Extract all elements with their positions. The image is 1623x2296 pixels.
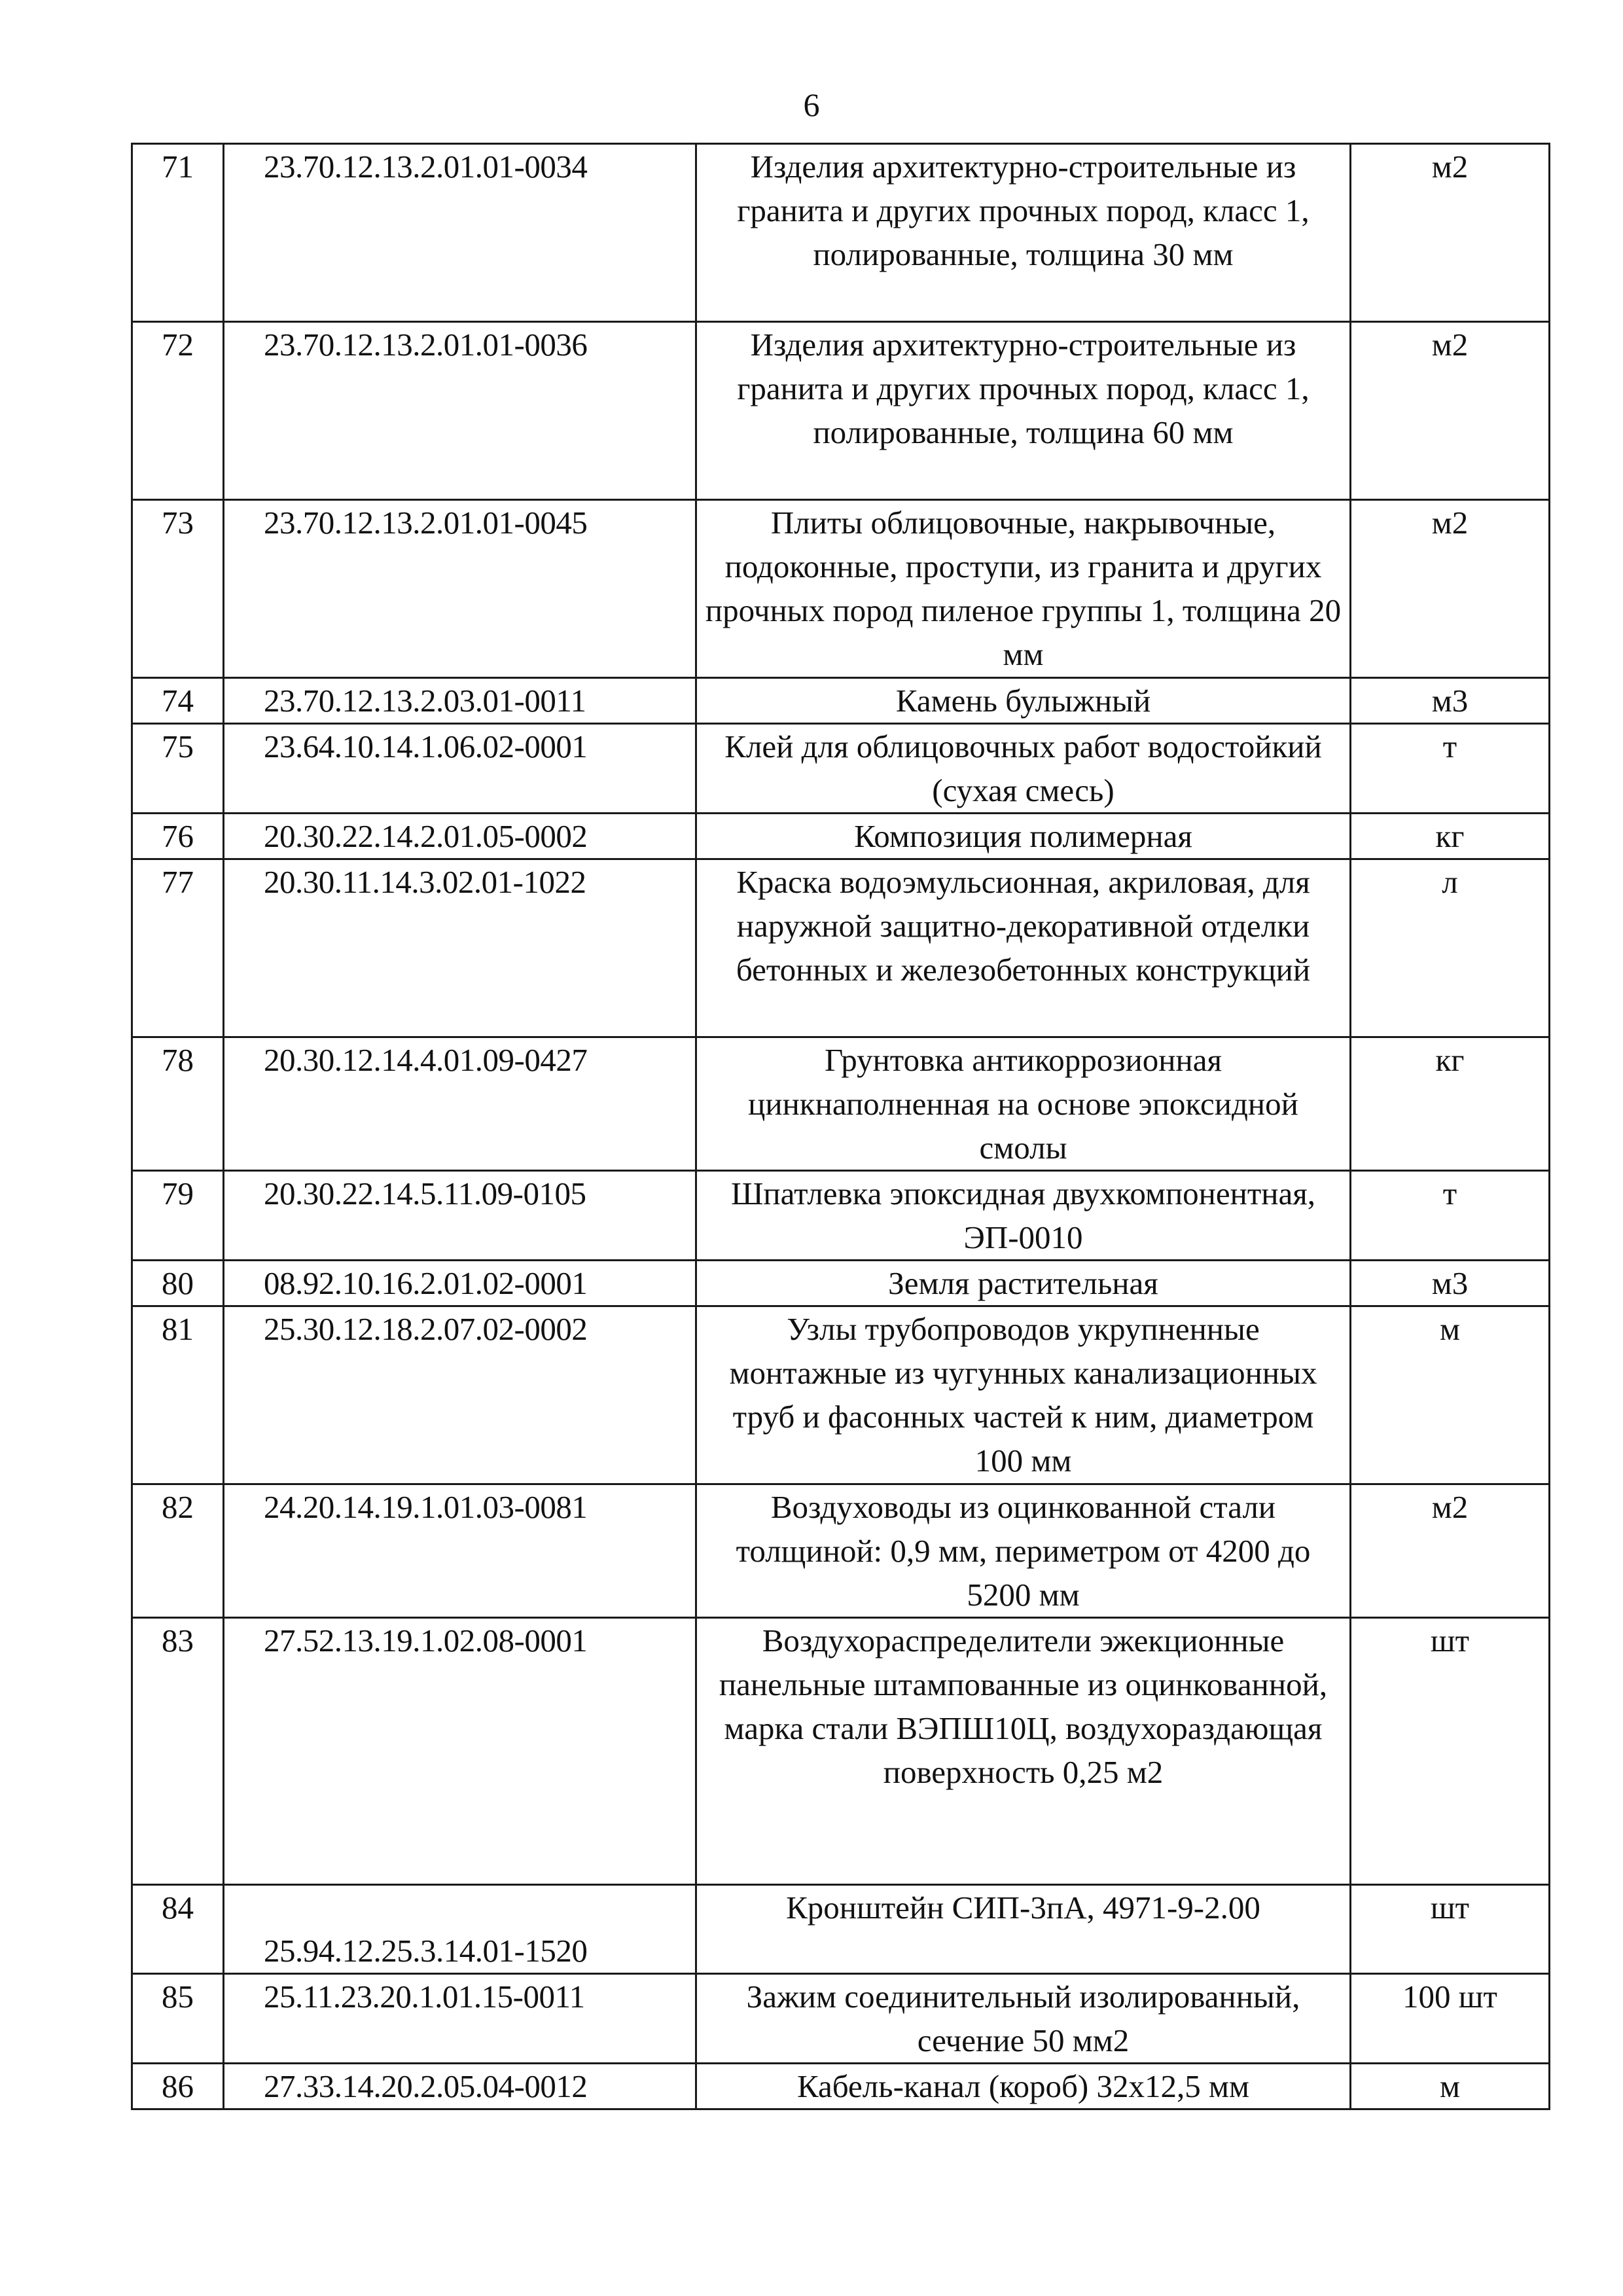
materials-table [131, 143, 1550, 2110]
resource-code: 23.64.10.14.1.06.02-0001 [224, 724, 696, 814]
resource-name: Воздухораспределители эжекционные панельные штампованные из оцинкованной, марка стали ВЭПШ10Ц, воздухораздающая поверхность 0,25 м2 [696, 1618, 1351, 1885]
row-number: 72 [132, 322, 224, 500]
row-number: 85 [132, 1974, 224, 2064]
resource-code: 27.33.14.20.2.05.04-0012 [224, 2064, 696, 2109]
resource-code: 23.70.12.13.2.01.01-0034 [224, 144, 696, 322]
unit-of-measure: м [1351, 1306, 1550, 1484]
resource-code: 20.30.11.14.3.02.01-1022 [224, 859, 696, 1037]
resource-name: Узлы трубопроводов укрупненные монтажные из чугунных канализационных труб и фасонных частей к ним, диаметром 100 мм [696, 1306, 1351, 1484]
resource-code: 08.92.10.16.2.01.02-0001 [224, 1261, 696, 1306]
resource-code: 23.70.12.13.2.01.01-0045 [224, 500, 696, 678]
unit-of-measure: 100 шт [1351, 1974, 1550, 2064]
unit-of-measure: шт [1351, 1618, 1550, 1885]
resource-code: 27.52.13.19.1.02.08-0001 [224, 1618, 696, 1885]
row-number: 73 [132, 500, 224, 678]
resource-name: Краска водоэмульсионная, акриловая, для наружной защитно-декоративной отделки бетонных и железобетонных конструкций [696, 859, 1351, 1037]
table-row [132, 1306, 1550, 1484]
unit-of-measure: м [1351, 2064, 1550, 2109]
unit-of-measure: м2 [1351, 144, 1550, 322]
row-number: 76 [132, 814, 224, 859]
resource-code: 25.11.23.20.1.01.15-0011 [224, 1974, 696, 2064]
table-row [132, 2064, 1550, 2109]
table-row [132, 859, 1550, 1037]
row-number: 79 [132, 1171, 224, 1261]
table-row [132, 1261, 1550, 1306]
row-number: 82 [132, 1484, 224, 1618]
resource-name: Зажим соединительный изолированный, сечение 50 мм2 [696, 1974, 1351, 2064]
table-row [132, 724, 1550, 814]
unit-of-measure: м3 [1351, 1261, 1550, 1306]
table-row [132, 144, 1550, 322]
row-number: 80 [132, 1261, 224, 1306]
resource-name: Земля растительная [696, 1261, 1351, 1306]
table-row [132, 1885, 1550, 1974]
resource-code: 20.30.22.14.5.11.09-0105 [224, 1171, 696, 1261]
resource-name: Камень булыжный [696, 678, 1351, 724]
row-number: 78 [132, 1037, 224, 1171]
resource-code: 24.20.14.19.1.01.03-0081 [224, 1484, 696, 1618]
resource-code: 23.70.12.13.2.03.01-0011 [224, 678, 696, 724]
unit-of-measure: м3 [1351, 678, 1550, 724]
unit-of-measure: т [1351, 724, 1550, 814]
row-number: 86 [132, 2064, 224, 2109]
unit-of-measure: м2 [1351, 500, 1550, 678]
unit-of-measure: л [1351, 859, 1550, 1037]
row-number: 71 [132, 144, 224, 322]
row-number: 75 [132, 724, 224, 814]
resource-name: Шпатлевка эпоксидная двухкомпонентная, ЭП-0010 [696, 1171, 1351, 1261]
table-row [132, 1618, 1550, 1885]
table-row [132, 500, 1550, 678]
resource-code: 23.70.12.13.2.01.01-0036 [224, 322, 696, 500]
resource-name: Изделия архитектурно-строительные из гранита и других прочных пород, класс 1, полированные, толщина 30 мм [696, 144, 1351, 322]
unit-of-measure: т [1351, 1171, 1550, 1261]
resource-name: Кабель-канал (короб) 32x12,5 мм [696, 2064, 1351, 2109]
resource-name: Грунтовка антикоррозионная цинкнаполненная на основе эпоксидной смолы [696, 1037, 1351, 1171]
resource-name: Композиция полимерная [696, 814, 1351, 859]
row-number: 81 [132, 1306, 224, 1484]
resource-code: 20.30.22.14.2.01.05-0002 [224, 814, 696, 859]
table-row [132, 814, 1550, 859]
unit-of-measure: м2 [1351, 1484, 1550, 1618]
resource-name: Плиты облицовочные, накрывочные, подоконные, проступи, из гранита и других прочных пород пиленое группы 1, толщина 20 мм [696, 500, 1351, 678]
resource-code: 25.30.12.18.2.07.02-0002 [224, 1306, 696, 1484]
table-row [132, 1484, 1550, 1618]
resource-name: Клей для облицовочных работ водостойкий (сухая смесь) [696, 724, 1351, 814]
table-row [132, 1171, 1550, 1261]
unit-of-measure: шт [1351, 1885, 1550, 1974]
table-row [132, 1037, 1550, 1171]
row-number: 77 [132, 859, 224, 1037]
table-row [132, 678, 1550, 724]
table-row [132, 1974, 1550, 2064]
resource-name: Воздуховоды из оцинкованной стали толщиной: 0,9 мм, периметром от 4200 до 5200 мм [696, 1484, 1351, 1618]
page-number: 6 [803, 86, 820, 123]
row-number: 83 [132, 1618, 224, 1885]
resource-name: Изделия архитектурно-строительные из гранита и других прочных пород, класс 1, полированные, толщина 60 мм [696, 322, 1351, 500]
resource-name: Кронштейн СИП-3пА, 4971-9-2.00 [696, 1885, 1351, 1974]
row-number: 74 [132, 678, 224, 724]
resource-code: 20.30.12.14.4.01.09-0427 [224, 1037, 696, 1171]
unit-of-measure: м2 [1351, 322, 1550, 500]
row-number: 84 [132, 1885, 224, 1974]
unit-of-measure: кг [1351, 814, 1550, 859]
table-row [132, 322, 1550, 500]
unit-of-measure: кг [1351, 1037, 1550, 1171]
resource-code: 25.94.12.25.3.14.01-1520 [224, 1885, 696, 1974]
